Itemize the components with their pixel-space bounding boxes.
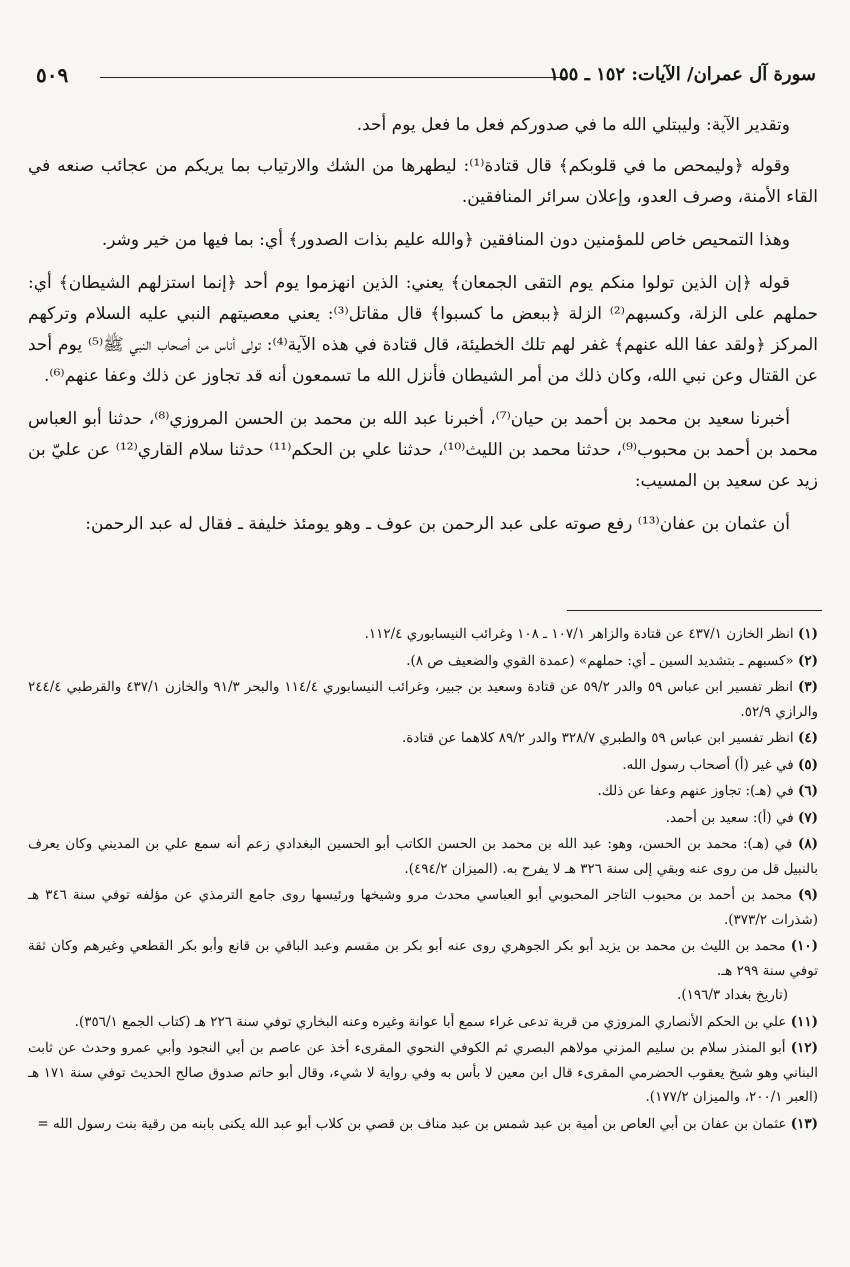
footnote-number: (٢) <box>797 652 818 669</box>
footnote-text: انظر تفسير ابن عباس ٥٩ والطبري ٣٢٨/٧ والدر ٨٩/٢ كلاهما عن قتادة. <box>401 730 794 746</box>
footnote-text: في (أ): سعيد بن أحمد. <box>665 809 794 826</box>
footnote-number: (١١) <box>790 1013 818 1030</box>
main-text <box>28 110 818 552</box>
footnote-number: (٧) <box>797 809 818 826</box>
footnote <box>28 622 818 647</box>
footnote-continuation: (تاريخ بغداد ١٩٦/٣). <box>677 987 788 1003</box>
paragraph: وقوله ﴿وليمحص ما في قلوبكم﴾ قال قتادة⁽¹⁾: ليطهرها من الشك والارتياب بما يريكم من عجائب صنعه في القاء الأمنة، وصرف العدو، وإعلان سرائر المنافقين. <box>28 156 818 207</box>
footnote-text: في (هـ): محمد بن الحسن، وهو: عبد الله بن محمد بن الحسن الكاتب أبو الحسين البغدادي زعم أنه سمع علي بن المديني وكان يعرف بالنبيل قل من روى عنه وبقي إلى سنة ٣٢٦ هـ لا يفرح به. (الميزان ٤٩٤/٢). <box>28 836 818 877</box>
footnotes <box>28 622 818 1138</box>
page-header <box>36 60 816 90</box>
footnote-separator <box>567 610 822 611</box>
paragraph: أخبرنا سعيد بن محمد بن أحمد بن حيان⁽⁷⁾، أخبرنا عبد الله بن محمد بن الحسن المروزي⁽⁸⁾، حدثنا أبو العباس محمد بن أحمد بن محبوب⁽⁹⁾، حدثنا محمد بن الليث⁽¹⁰⁾، حدثنا علي بن الحكم⁽¹¹⁾ حدثنا سلام القاري⁽¹²⁾ عن عليّ بن زيد عن سعيد بن المسيب: <box>28 409 818 491</box>
running-title: سورة آل عمران/ الآيات: ١٥٢ ـ ١٥٥ <box>549 64 816 85</box>
footnote-number: (٥) <box>797 756 818 773</box>
footnote-number: (١٣) <box>790 1115 818 1132</box>
footnote-text: في (هـ): تجاوز عنهم وعفا عن ذلك. <box>597 783 794 799</box>
footnote <box>28 1036 818 1110</box>
footnote-text: في غير (أ) أصحاب رسول الله. <box>622 756 794 773</box>
footnote <box>28 753 818 778</box>
paragraph: قوله ﴿إن الذين تولوا منكم يوم التقى الجمعان﴾ يعني: الذين انهزموا يوم أحد ﴿إنما استزلهم الشيطان﴾ أي: حملهم على الزلة، وكسبهم⁽²⁾ الزلة ﴿ببعض ما كسبوا﴾ قال مقاتل⁽³⁾: يعني معصيتهم النبي عليه السلام وتركهم المركز ﴿ولقد عفا الله عنهم﴾ غفر لهم تلك الخطيئة، قال قتادة في هذه الآية⁽⁴⁾: تولى أناس من أصحاب النبي ﷺ⁽⁵⁾ يوم أحد عن القتال وعن نبي الله، وكان ذلك من أمر الشيطان فأنزل الله ما تسمعون أنه قد تجاوز عن ذلك وعفا عنهم⁽⁶⁾. <box>28 273 818 386</box>
footnote-number: (٨) <box>797 836 818 852</box>
footnote <box>28 883 818 932</box>
footnote-text: أبو المنذر سلام بن سليم المزني مولاهم البصري ثم الكوفي النحوي المقرىء أخذ عن عاصم بن أبي النجود وأبي عمرو وحدث عن ثابت البناني وهو شيخ يعقوب الحضرمي المقرىء قال ابن معين لا بأس به وفي رواية لا شيء، وقال أبو حاتم صدوق صالح الحديث توفي سنة ١٧١ هـ (العبر ٢٠٠/١، والميزان ١٧٧/٢). <box>28 1040 818 1105</box>
footnote-number: (١٢) <box>790 1040 818 1056</box>
footnote-text: علي بن الحكم الأنصاري المروزي من قرية تدعى غراء سمع أبا عوانة وغيره وعنه البخاري توفي سنة ٢٢٦ هـ (كتاب الجمع ٣٥٦/١). <box>74 1013 787 1030</box>
footnote-text: «كسبهم ـ بتشديد السين ـ أي: حملهم» (عمدة القوي والضعيف ص ٨). <box>406 652 794 669</box>
footnote-number: (١) <box>797 626 818 642</box>
paragraph: وتقدير الآية: وليبتلي الله ما في صدوركم فعل ما فعل يوم أحد. <box>356 115 790 135</box>
footnote <box>28 806 818 831</box>
footnote <box>28 726 818 751</box>
footnote-number: (٤) <box>797 730 818 746</box>
footnote-text: عثمان بن عفان بن أبي العاص بن أمية بن عبد شمس بن عبد مناف بن قصي بن كلاب أبو عبد الله يكنى بابنه من رقية بنت رسول الله = <box>37 1115 787 1132</box>
footnote-text: محمد بن أحمد بن محبوب التاجر المحبوبي أبو العباسي محدث مرو وشيخها ورئيسها روى جامع الترمذي عن مؤلفه توفي سنة ٣٤٦ هـ (شذرات ٣٧٣/٢). <box>28 887 818 928</box>
paragraph: أن عثمان بن عفان⁽¹³⁾ رفع صوته على عبد الرحمن بن عوف ـ وهو يومئذ خليفة ـ فقال له عبد الرحمن: <box>85 514 790 534</box>
footnote <box>28 675 818 724</box>
paragraph: وهذا التمحيص خاص للمؤمنين دون المنافقين ﴿والله عليم بذات الصدور﴾ أي: بما فيها من خير وشر. <box>101 230 790 250</box>
footnote-number: (٦) <box>797 783 818 799</box>
footnote <box>28 1010 818 1035</box>
footnote-text: انظر الخازن ٤٣٧/١ عن قتادة والزاهر ١٠٧/١ ـ ١٠٨ وغرائب النيسابوري ١١٢/٤. <box>364 626 794 642</box>
header-rule <box>100 77 568 78</box>
footnote-text: انظر تفسير ابن عباس ٥٩ والدر ٥٩/٢ عن قتادة وسعيد بن جبير، وغرائب النيسابوري ١١٤/٤ والبحر ٩١/٣ والخازن ٤٣٧/١ والقرطبي ٢٤٤/٤ والرازي ٥٢/٩. <box>28 679 818 720</box>
footnote-text: محمد بن الليث بن محمد بن يزيد أبو بكر الجوهري روى عنه أبو بكر بن مقسم وعبد الباقي بن قانع وأبو بكر القطعي وغيرهم وكان ثقة توفي سنة ٢٩٩ هـ. <box>28 938 818 979</box>
footnote-number: (١٠) <box>790 938 818 954</box>
footnote-number: (٣) <box>797 679 819 695</box>
footnote-number: (٩) <box>797 887 818 903</box>
page-number: ٥٠٩ <box>36 63 69 87</box>
footnote <box>28 649 818 674</box>
footnote <box>28 779 818 804</box>
footnote <box>28 1112 818 1137</box>
footnote <box>28 832 818 881</box>
footnote <box>28 934 818 1008</box>
